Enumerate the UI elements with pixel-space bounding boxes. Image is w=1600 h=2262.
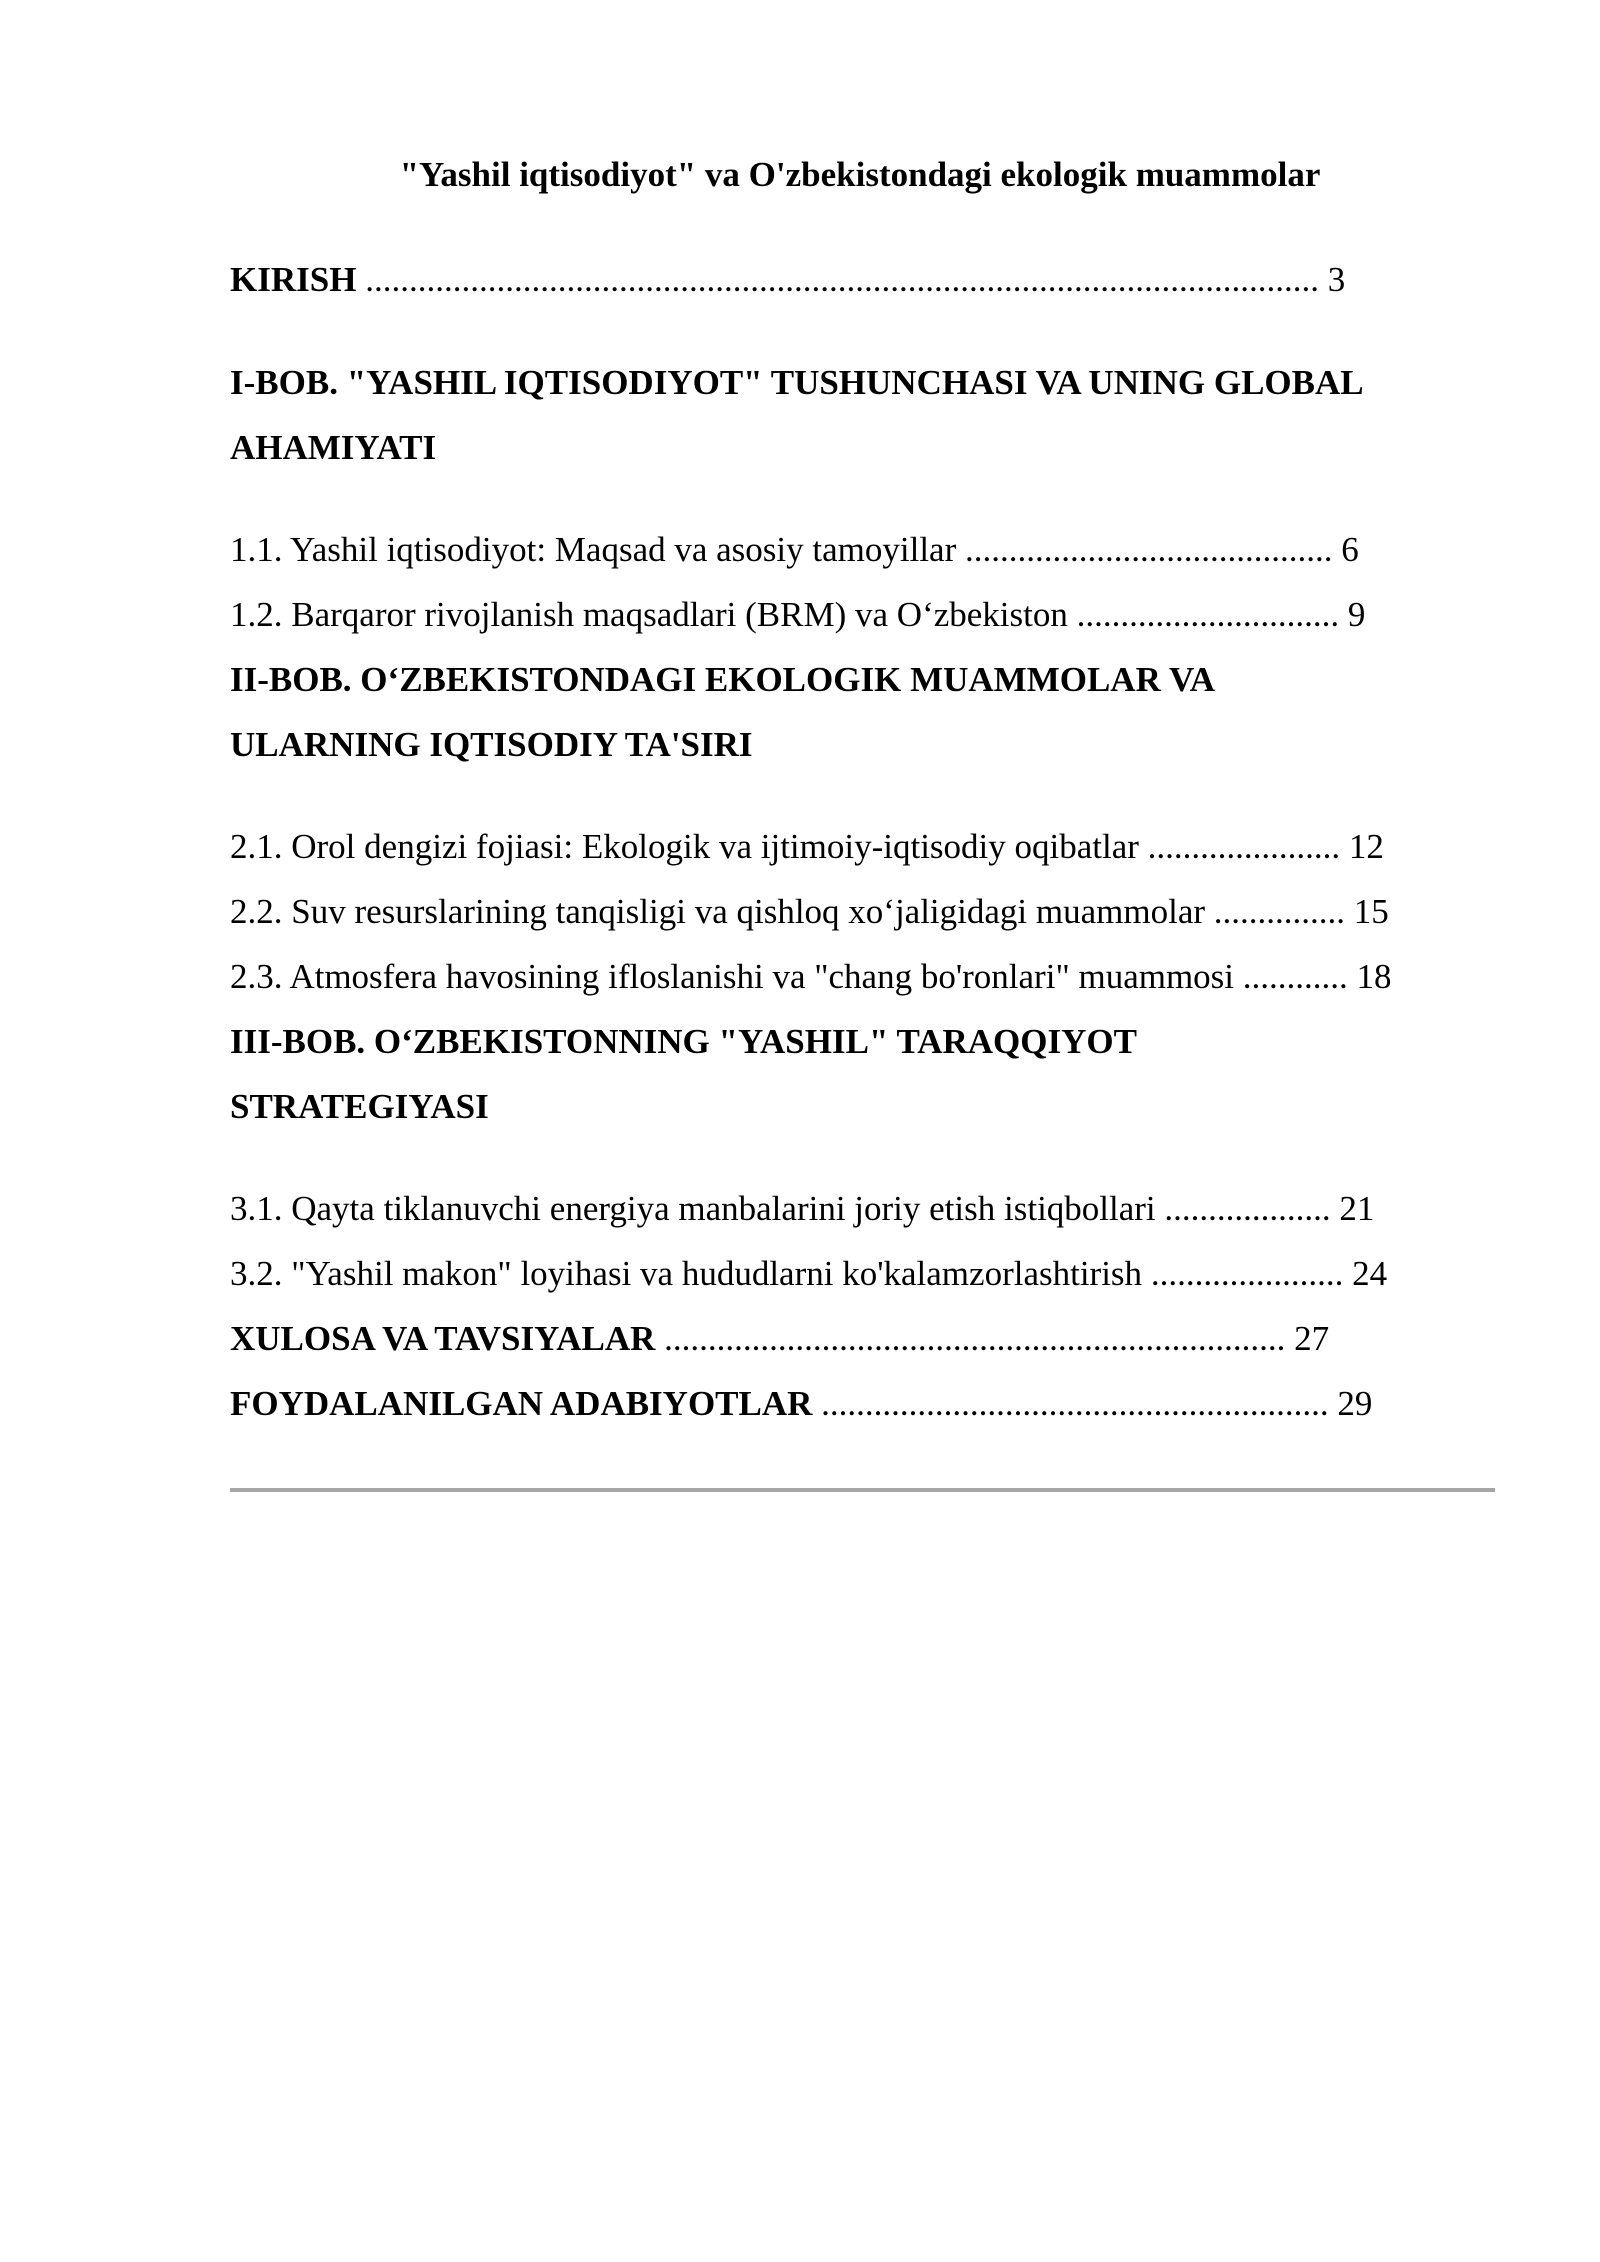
- toc-leader-dots: ...............: [1213, 892, 1346, 931]
- toc-entry-text: 1.2. Barqaror rivojlanish maqsadlari (BRM) va O‘zbekiston: [230, 595, 1077, 634]
- toc-entry-text: 2.1. Orol dengizi fojiasi: Ekologik va ijtimoiy-iqtisodiy oqibatlar: [230, 827, 1148, 866]
- toc-entry-text: 3.1. Qayta tiklanuvchi energiya manbalarini joriy etish istiqbollari: [230, 1189, 1165, 1228]
- toc-chapter-3-line-2: STRATEGIYASI: [230, 1087, 489, 1126]
- toc-entry-text: 3.2. "Yashil makon" loyihasi va hududlarni ko'kalamzorlashtirish: [230, 1254, 1151, 1293]
- toc-page-number: 18: [1347, 957, 1392, 996]
- toc-entry-kirish: [230, 255, 1345, 305]
- toc-entry-2-2: [230, 887, 1389, 937]
- toc-entry-1-1: [230, 525, 1359, 575]
- toc-leader-dots: .............................................................................................................: [356, 260, 1319, 299]
- toc-entry-text: 2.3. Atmosfera havosining ifloslanishi va "chang bo'ronlari" muammosi: [230, 957, 1243, 996]
- toc-leader-dots: ............: [1242, 957, 1348, 996]
- toc-page-number: 6: [1332, 530, 1359, 569]
- toc-entry-label: KIRISH: [230, 260, 357, 299]
- horizontal-divider: [230, 1488, 1495, 1492]
- toc-chapter-1-line-1: I-BOB. "YASHIL IQTISODIYOT" TUSHUNCHASI VA UNING GLOBAL: [230, 363, 1364, 402]
- toc-page-number: 27: [1285, 1319, 1330, 1358]
- toc-page-number: 12: [1340, 827, 1384, 866]
- toc-leader-dots: ..............................: [1076, 595, 1340, 634]
- toc-entry-label: XULOSA VA TAVSIYALAR: [230, 1319, 656, 1358]
- toc-leader-dots: ..........................................: [964, 530, 1333, 569]
- toc-entry-2-3: [230, 952, 1392, 1002]
- document-title: "Yashil iqtisodiyot" va O'zbekistondagi ekologik muammolar: [399, 155, 1321, 194]
- toc-entry-adabiyotlar: [230, 1379, 1372, 1429]
- toc-page-number: 9: [1339, 595, 1366, 634]
- toc-page-number: 21: [1330, 1189, 1375, 1228]
- toc-entry-3-2: [230, 1249, 1387, 1299]
- toc-leader-dots: ..........................................................: [812, 1384, 1329, 1423]
- toc-entry-3-1: [230, 1184, 1374, 1234]
- toc-page-number: 3: [1318, 260, 1346, 299]
- toc-entry-text: 2.2. Suv resurslarining tanqisligi va qishloq xo‘jaligidagi muammolar: [230, 892, 1214, 931]
- toc-chapter-2-line-1: II-BOB. O‘ZBEKISTONDAGI EKOLOGIK MUAMMOLAR VA: [230, 660, 1216, 699]
- toc-entry-1-2: [230, 590, 1365, 640]
- toc-entry-xulosa: [230, 1314, 1329, 1364]
- toc-entry-2-1: [230, 822, 1384, 872]
- toc-leader-dots: ......................: [1150, 1254, 1344, 1293]
- toc-chapter-3-line-1: III-BOB. O‘ZBEKISTONNING "YASHIL" TARAQQIYOT: [230, 1022, 1137, 1061]
- toc-page-number: 29: [1328, 1384, 1373, 1423]
- toc-page-number: 24: [1343, 1254, 1388, 1293]
- toc-chapter-2-line-2: ULARNING IQTISODIY TA'SIRI: [230, 725, 753, 764]
- toc-leader-dots: ......................: [1147, 827, 1341, 866]
- toc-chapter-1-line-2: AHAMIYATI: [230, 428, 437, 467]
- toc-leader-dots: .......................................................................: [655, 1319, 1286, 1358]
- toc-entry-label: FOYDALANILGAN ADABIYOTLAR: [230, 1384, 813, 1423]
- toc-entry-text: 1.1. Yashil iqtisodiyot: Maqsad va asosiy tamoyillar: [230, 530, 965, 569]
- toc-leader-dots: ...................: [1164, 1189, 1331, 1228]
- toc-page-number: 15: [1345, 892, 1389, 931]
